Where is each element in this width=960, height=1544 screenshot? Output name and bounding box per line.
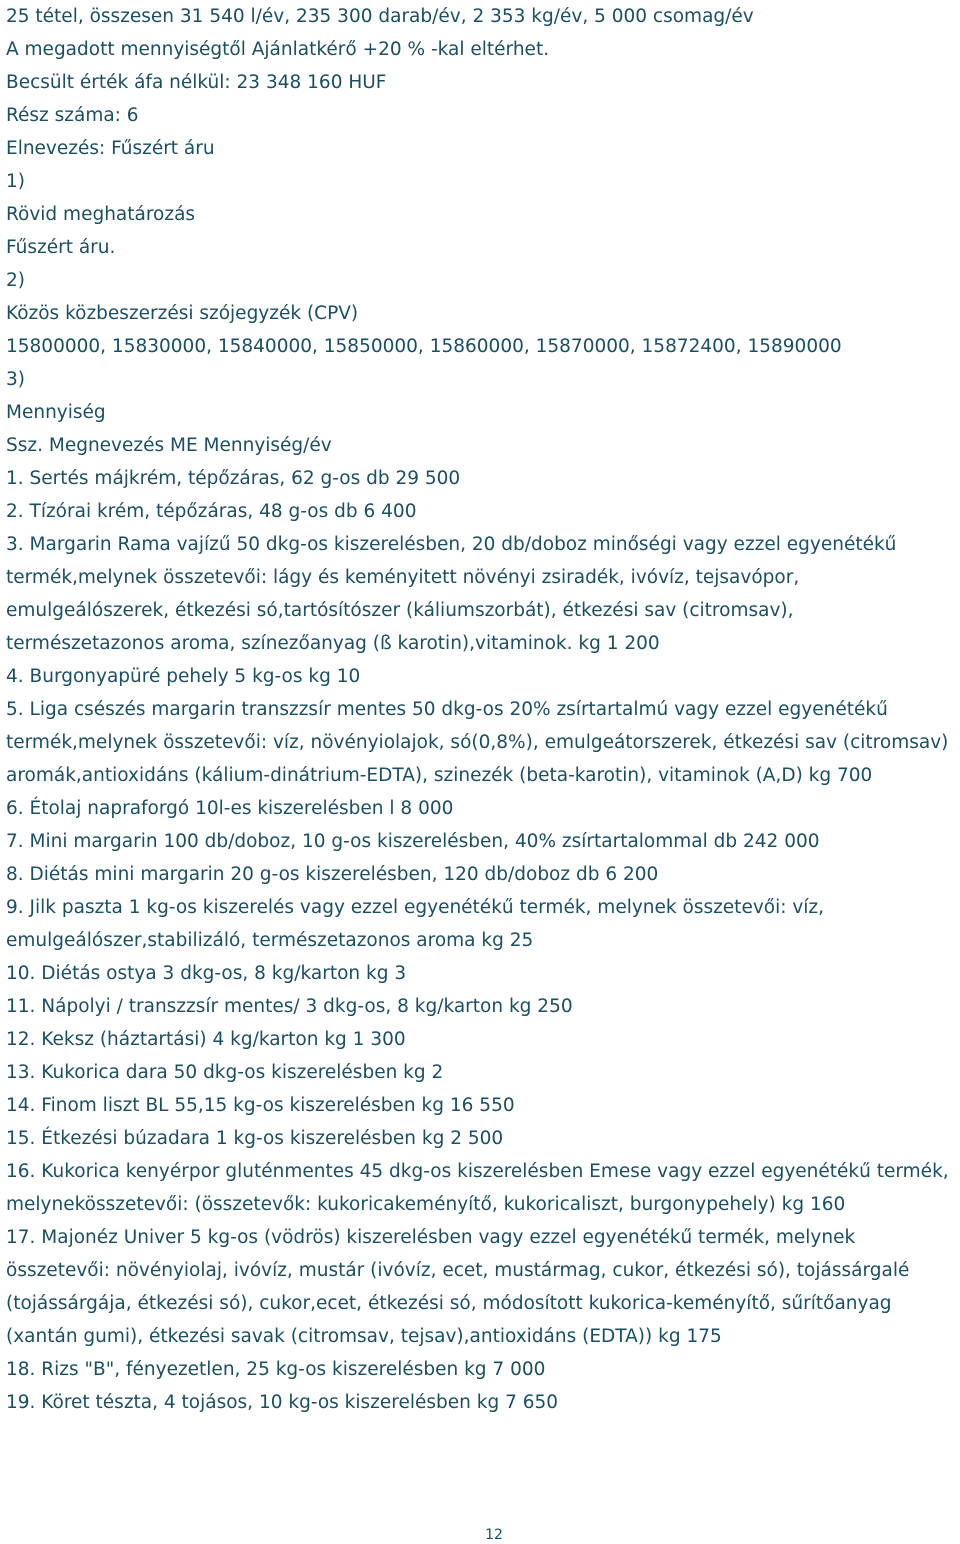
section-heading-short-definition: Rövid meghatározás — [6, 204, 196, 225]
list-item: 16. Kukorica kenyérpor gluténmentes 45 dkg-os kiszerelésben Emese vagy ezzel egyenétékű termék, melynekösszetevői: (összetevők: kukoricakeményítő, kukoricaliszt, burgonypehely) kg 160 — [6, 1161, 949, 1215]
list-item: 6. Étolaj napraforgó 10l-es kiszerelésben l 8 000 — [6, 798, 454, 819]
page-number: 12 — [485, 1527, 503, 1543]
list-item: 17. Majonéz Univer 5 kg-os (vödrös) kiszerelésben vagy ezzel egyenétékű termék, melynek összetevői: növényiolaj, ivóvíz, mustár (ivóvíz, ecet, mustármag, cukor, étkezési só), tojássárgalé (tojássárgája, étkezési só), cukor,ecet, étkezési só, módosított kukorica-keményítő, sűrítőanyag (xantán gumi), étkezési savak (citromsav, tejsav),antioxidáns (EDTA)) kg 175 — [6, 1227, 910, 1347]
section-marker-3: 3) — [6, 369, 25, 390]
list-item: 18. Rizs "B", fényezetlen, 25 kg-os kiszerelésben kg 7 000 — [6, 1359, 546, 1380]
section-heading-cpv: Közös közbeszerzési szójegyzék (CPV) — [6, 303, 359, 324]
table-column-headers: Ssz. Megnevezés ME Mennyiség/év — [6, 435, 332, 456]
section-heading-quantity: Mennyiség — [6, 402, 106, 423]
part-number: Rész száma: 6 — [6, 105, 139, 126]
list-item: 19. Köret tészta, 4 tojásos, 10 kg-os kiszerelésben kg 7 650 — [6, 1392, 559, 1413]
list-item: 2. Tízórai krém, tépőzáras, 48 g-os db 6 400 — [6, 501, 417, 522]
short-definition-text: Fűszért áru. — [6, 237, 116, 258]
estimated-value: Becsült érték áfa nélkül: 23 348 160 HUF — [6, 72, 387, 93]
deviation-note: A megadott mennyiségtől Ajánlatkérő +20 % -kal eltérhet. — [6, 39, 550, 60]
section-marker-2: 2) — [6, 270, 25, 291]
list-item: 10. Diétás ostya 3 dkg-os, 8 kg/karton kg 3 — [6, 963, 407, 984]
list-item: 13. Kukorica dara 50 dkg-os kiszerelésben kg 2 — [6, 1062, 444, 1083]
list-item: 7. Mini margarin 100 db/doboz, 10 g-os kiszerelésben, 40% zsírtartalommal db 242 000 — [6, 831, 820, 852]
list-item: 1. Sertés májkrém, tépőzáras, 62 g-os db 29 500 — [6, 468, 461, 489]
list-item: 4. Burgonyapüré pehely 5 kg-os kg 10 — [6, 666, 361, 687]
summary-line: 25 tétel, összesen 31 540 l/év, 235 300 darab/év, 2 353 kg/év, 5 000 csomag/év — [6, 6, 754, 27]
document-body — [6, 0, 956, 1419]
list-item: 11. Nápolyi / transzzsír mentes/ 3 dkg-os, 8 kg/karton kg 250 — [6, 996, 573, 1017]
list-item: 12. Keksz (háztartási) 4 kg/karton kg 1 300 — [6, 1029, 406, 1050]
section-marker-1: 1) — [6, 171, 25, 192]
list-item: 9. Jilk paszta 1 kg-os kiszerelés vagy ezzel egyenétékű termék, melynek összetevői: víz, emulgeálószer,stabilizáló, természetazonos aroma kg 25 — [6, 897, 825, 951]
cpv-codes: 15800000, 15830000, 15840000, 15850000, 15860000, 15870000, 15872400, 15890000 — [6, 336, 842, 357]
list-item: 15. Étkezési búzadara 1 kg-os kiszerelésben kg 2 500 — [6, 1128, 504, 1149]
list-item: 14. Finom liszt BL 55,15 kg-os kiszerelésben kg 16 550 — [6, 1095, 515, 1116]
part-name: Elnevezés: Fűszért áru — [6, 138, 215, 159]
list-item: 3. Margarin Rama vajízű 50 dkg-os kiszerelésben, 20 db/doboz minőségi vagy ezzel egyenétékű termék,melynek összetevői: lágy és keményitett növényi zsiradék, ivóvíz, tejsavópor, emulgeálószerek, étkezési só,tartósítószer (káliumszorbát), étkezési sav (citromsav), természetazonos aroma, színezőanyag (ß karotin),vitaminok. kg 1 200 — [6, 534, 897, 654]
list-item: 5. Liga csészés margarin transzzsír mentes 50 dkg-os 20% zsírtartalmú vagy ezzel egyenétékű termék,melynek összetevői: víz, növényiolajok, só(0,8%), emulgeátorszerek, étkezési sav (citromsav) aromák,antioxidáns (kálium-dinátrium-EDTA), szinezék (beta-karotin), vitaminok (A,D) kg 700 — [6, 699, 949, 786]
list-item: 8. Diétás mini margarin 20 g-os kiszerelésben, 120 db/doboz db 6 200 — [6, 864, 659, 885]
